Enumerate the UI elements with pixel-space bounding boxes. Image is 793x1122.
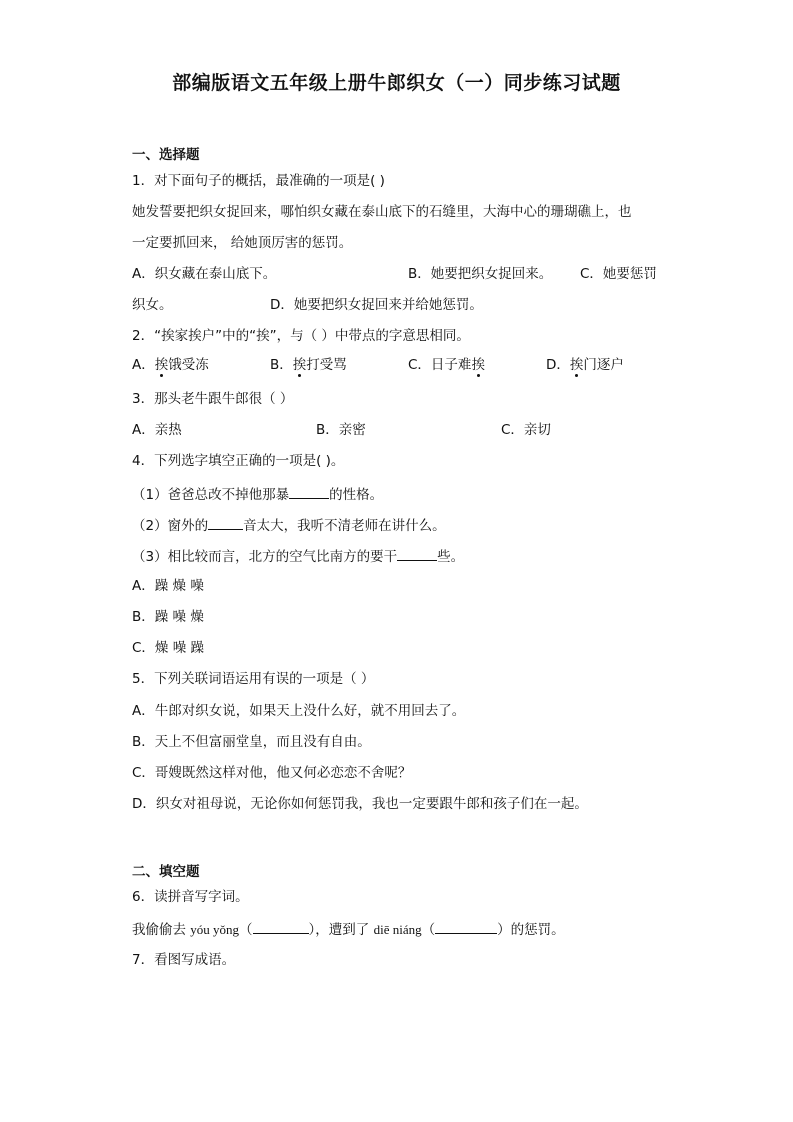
question-4-sentence-1: （1）爸爸总改不掉他那暴 的性格。 (132, 484, 383, 504)
question-4-stem: 4．下列选字填空正确的一项是( )。 (132, 453, 345, 469)
answer-blank[interactable] (397, 546, 437, 561)
question-1-option-c-continued: 织女。 (132, 297, 173, 313)
question-2-option-d[interactable]: D．挨门逐户 (546, 357, 624, 373)
answer-blank[interactable] (289, 484, 329, 499)
question-7-stem: 7．看图写成语。 (132, 952, 236, 968)
question-3-option-a[interactable]: A．亲热 (132, 422, 182, 438)
question-1-passage-line-1: 她发誓要把织女捉回来，哪怕织女藏在泰山底下的石缝里，大海中心的珊瑚礁上，也 (132, 204, 632, 220)
answer-blank[interactable] (435, 919, 497, 934)
question-5-option-c[interactable]: C．哥嫂既然这样对他，他又何必恋恋不舍呢？ (132, 765, 412, 781)
question-5-option-d[interactable]: D．织女对祖母说，无论你如何惩罚我，我也一定要跟牛郎和孩子们在一起。 (132, 796, 588, 812)
pinyin-1: yóu yǒng (190, 922, 240, 937)
question-5-option-b[interactable]: B．天上不但富丽堂皇，而且没有自由。 (132, 734, 371, 750)
question-1-option-a[interactable]: A．织女藏在泰山底下。 (132, 266, 277, 282)
question-2-option-b[interactable]: B．挨打受骂 (270, 357, 347, 373)
question-4-sentence-3: （3）相比较而言，北方的空气比南方的要干 些。 (132, 546, 464, 566)
question-1-option-d[interactable]: D．她要把织女捉回来并给她惩罚。 (270, 297, 483, 313)
question-4-option-a[interactable]: A．躁 燥 噪 (132, 578, 204, 594)
question-3-stem: 3．那头老牛跟牛郎很（ ） (132, 391, 294, 407)
question-6-stem: 6．读拼音写字词。 (132, 889, 249, 905)
question-5-stem: 5．下列关联词语运用有误的一项是（ ） (132, 671, 375, 687)
dotted-char: 挨 (471, 357, 485, 373)
question-2-stem: 2．“挨家挨户”中的“挨”，与（ ）中带点的字意思相同。 (132, 328, 470, 344)
question-1-stem: 1．对下面句子的概括，最准确的一项是( ) (132, 173, 385, 189)
question-3-option-c[interactable]: C．亲切 (501, 422, 551, 438)
question-4-sentence-2: （2）窗外的 音太大，我听不清老师在讲什么。 (132, 515, 446, 535)
dotted-char: 挨 (569, 357, 584, 373)
question-1-passage-line-2: 一定要抓回来， 给她顶厉害的惩罚。 (132, 235, 353, 251)
question-1-option-c[interactable]: C．她要惩罚 (580, 266, 657, 282)
question-5-option-a[interactable]: A．牛郎对织女说，如果天上没什么好，就不用回去了。 (132, 703, 466, 719)
question-2-option-a[interactable]: A．挨饿受冻 (132, 357, 209, 373)
question-2-option-c[interactable]: C．日子难挨 (408, 357, 485, 373)
section-heading-choice: 一、选择题 (132, 147, 200, 163)
question-3-option-b[interactable]: B．亲密 (316, 422, 366, 438)
question-1-option-b[interactable]: B．她要把织女捉回来。 (408, 266, 553, 282)
question-4-option-c[interactable]: C．燥 噪 躁 (132, 640, 205, 656)
pinyin-2: diē niáng (373, 922, 422, 937)
question-6-line: 我偷偷去 yóu yǒng（ ），遭到了 diē niáng（ ）的惩罚。 (132, 919, 565, 939)
page-title: 部编版语文五年级上册牛郎织女（一）同步练习试题 (172, 72, 621, 94)
dotted-char: 挨 (292, 357, 307, 373)
dotted-char: 挨 (154, 357, 169, 373)
answer-blank[interactable] (253, 919, 309, 934)
answer-blank[interactable] (208, 515, 243, 530)
section-heading-fill-in: 二、填空题 (132, 864, 200, 880)
question-4-option-b[interactable]: B．躁 噪 燥 (132, 609, 204, 625)
